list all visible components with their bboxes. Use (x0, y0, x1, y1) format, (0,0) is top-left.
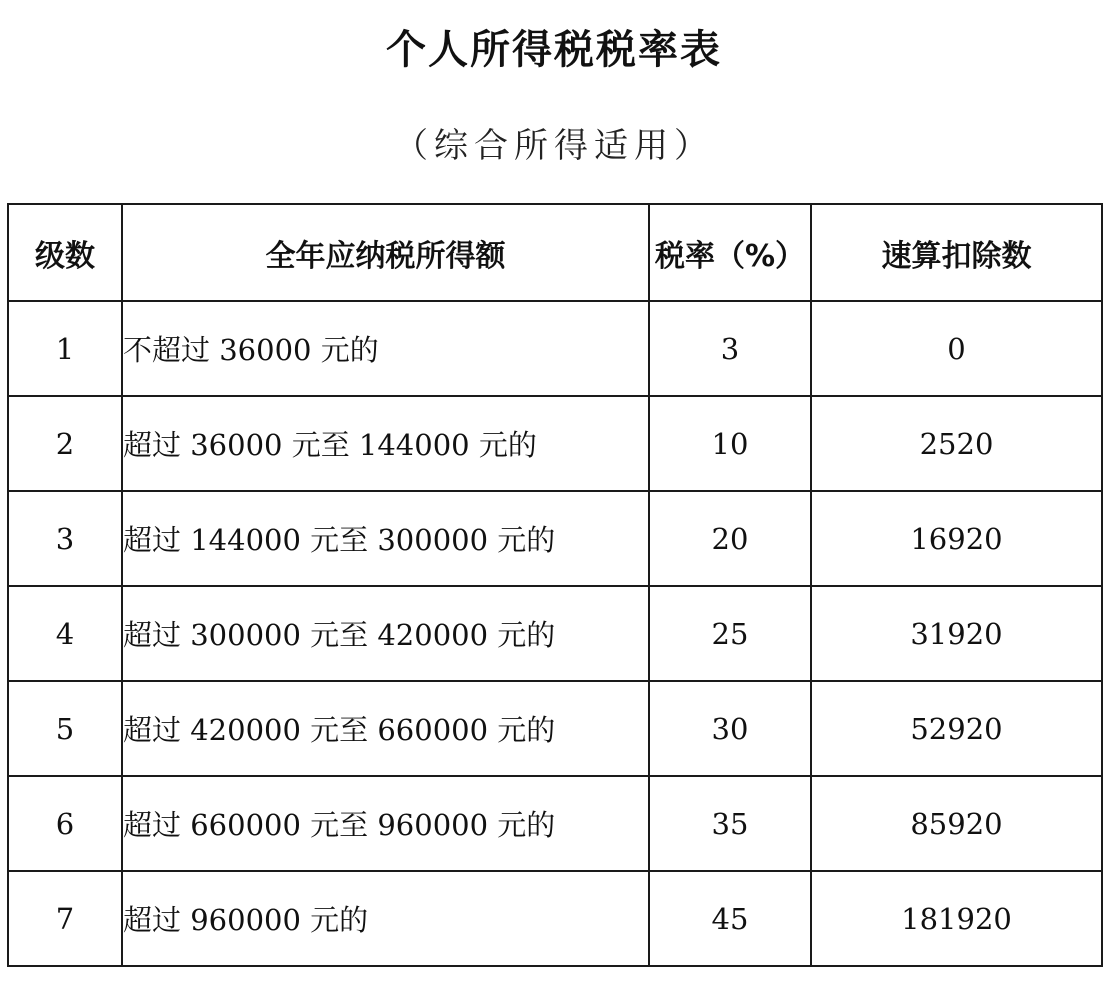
header-taxable-income: 全年应纳税所得额 (122, 204, 649, 301)
cell-tax-rate: 30 (649, 681, 811, 776)
cell-level: 7 (8, 871, 122, 966)
cell-level: 4 (8, 586, 122, 681)
cell-income-range: 超过 36000 元至 144000 元的 (122, 396, 649, 491)
cell-level: 3 (8, 491, 122, 586)
cell-quick-deduction: 16920 (811, 491, 1102, 586)
cell-quick-deduction: 52920 (811, 681, 1102, 776)
cell-tax-rate: 20 (649, 491, 811, 586)
header-quick-deduction: 速算扣除数 (811, 204, 1102, 301)
cell-quick-deduction: 85920 (811, 776, 1102, 871)
cell-tax-rate: 45 (649, 871, 811, 966)
cell-tax-rate: 10 (649, 396, 811, 491)
table-header-row (8, 204, 1102, 301)
header-level: 级数 (8, 204, 122, 301)
page-subtitle: （综合所得适用） (394, 126, 714, 166)
cell-income-range: 不超过 36000 元的 (122, 301, 649, 396)
cell-level: 2 (8, 396, 122, 491)
cell-level: 1 (8, 301, 122, 396)
cell-quick-deduction: 2520 (811, 396, 1102, 491)
cell-level: 5 (8, 681, 122, 776)
cell-tax-rate: 3 (649, 301, 811, 396)
header-tax-rate: 税率（%） (649, 204, 811, 301)
cell-income-range: 超过 660000 元至 960000 元的 (122, 776, 649, 871)
cell-quick-deduction: 0 (811, 301, 1102, 396)
table-row (8, 776, 1102, 871)
cell-income-range: 超过 300000 元至 420000 元的 (122, 586, 649, 681)
cell-income-range: 超过 144000 元至 300000 元的 (122, 491, 649, 586)
table-row (8, 871, 1102, 966)
cell-level: 6 (8, 776, 122, 871)
cell-quick-deduction: 181920 (811, 871, 1102, 966)
table-row (8, 491, 1102, 586)
cell-quick-deduction: 31920 (811, 586, 1102, 681)
table-row (8, 301, 1102, 396)
cell-income-range: 超过 960000 元的 (122, 871, 649, 966)
table-row (8, 586, 1102, 681)
tax-rate-table (7, 203, 1103, 967)
cell-tax-rate: 35 (649, 776, 811, 871)
cell-income-range: 超过 420000 元至 660000 元的 (122, 681, 649, 776)
page-title: 个人所得税税率表 (386, 27, 722, 73)
cell-tax-rate: 25 (649, 586, 811, 681)
table-row (8, 681, 1102, 776)
table-row (8, 396, 1102, 491)
